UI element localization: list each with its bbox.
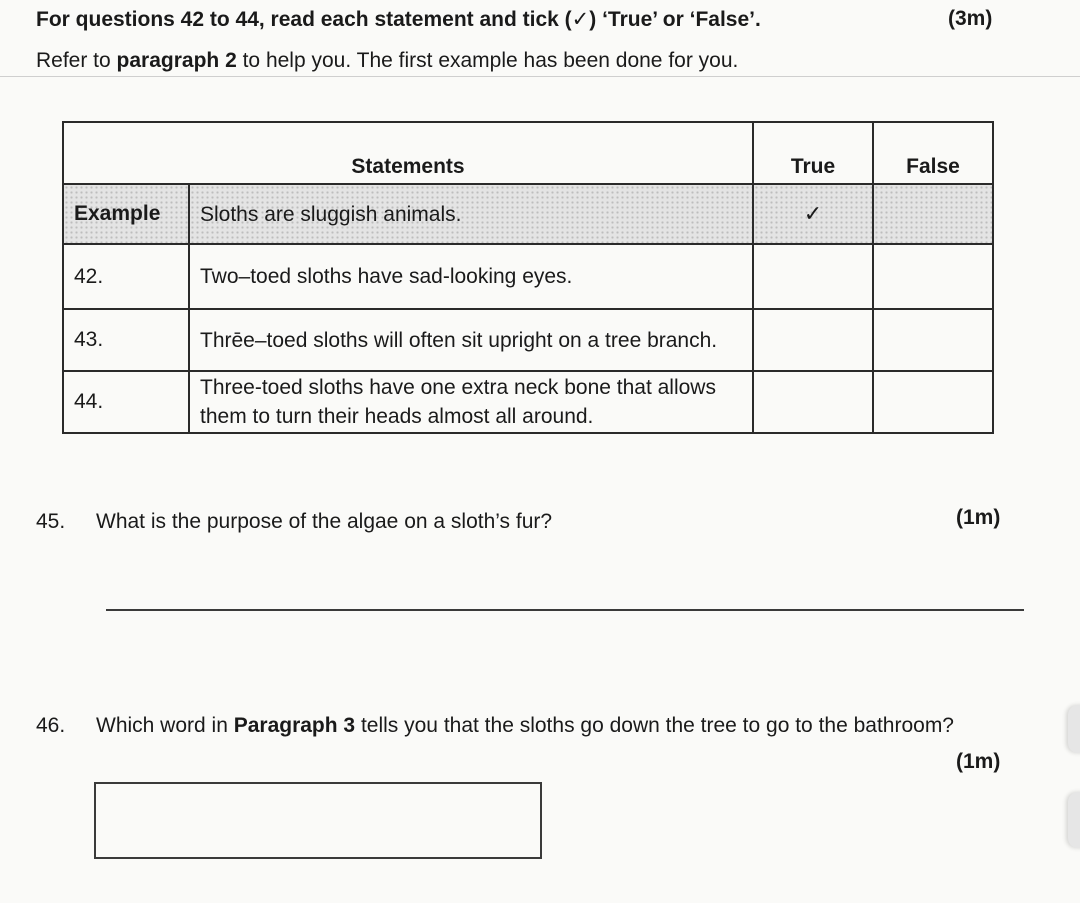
table-row-43 xyxy=(63,309,993,371)
false-tick-cell xyxy=(873,184,993,244)
false-answer-cell[interactable] xyxy=(873,371,993,433)
instruction-line-1: For questions 42 to 44, read each statement and tick (✓) ‘True’ or ‘False’. xyxy=(36,8,761,31)
row-number: 43. xyxy=(63,309,189,371)
q45-marks: (1m) xyxy=(956,506,1001,529)
table-row-44 xyxy=(63,371,993,433)
instruction-paragraph-ref: paragraph 2 xyxy=(116,49,237,72)
page-edge-curl xyxy=(1068,705,1080,753)
q46-number: 46. xyxy=(36,714,66,737)
page-edge-curl xyxy=(1068,792,1080,848)
instruction-line-2-start: Refer to xyxy=(36,49,117,72)
statement-cell: Thrēe–toed sloths will often sit upright on a tree branch. xyxy=(189,309,753,371)
row-number: Example xyxy=(63,184,189,244)
true-answer-cell[interactable] xyxy=(753,244,873,309)
header-divider xyxy=(0,76,1080,77)
instruction-line-2-end: to help you. The first example has been done for you. xyxy=(236,49,739,72)
q45-number: 45. xyxy=(36,510,66,533)
true-answer-cell[interactable] xyxy=(753,309,873,371)
table-header-row xyxy=(63,122,993,184)
q46-text xyxy=(96,714,954,738)
false-answer-cell[interactable] xyxy=(873,309,993,371)
table-row-42 xyxy=(63,244,993,309)
true-false-table xyxy=(62,121,994,434)
statements-header: Statements xyxy=(63,122,753,184)
instruction-line-2 xyxy=(36,49,738,73)
statement-cell: Sloths are sluggish animals. xyxy=(189,184,753,244)
q42-44-marks: (3m) xyxy=(948,7,993,30)
row-number: 44. xyxy=(63,371,189,433)
false-header: False xyxy=(873,122,993,184)
false-answer-cell[interactable] xyxy=(873,244,993,309)
q46-answer-box[interactable] xyxy=(94,782,542,859)
q46-text-end: tells you that the sloths go down the tree to go to the bathroom? xyxy=(355,714,954,737)
true-tick-cell: ✓ xyxy=(753,184,873,244)
q45-answer-line[interactable] xyxy=(106,609,1024,611)
q45-text: What is the purpose of the algae on a sloth’s fur? xyxy=(96,510,553,533)
statement-cell: Two–toed sloths have sad-looking eyes. xyxy=(189,244,753,309)
row-number: 42. xyxy=(63,244,189,309)
q46-marks: (1m) xyxy=(956,750,1001,773)
statement-cell: Three-toed sloths have one extra neck bone that allows them to turn their heads almost all around. xyxy=(189,371,753,433)
table-row-example xyxy=(63,184,993,244)
true-header: True xyxy=(753,122,873,184)
q46-paragraph-ref: Paragraph 3 xyxy=(233,714,356,737)
q46-text-start: Which word in xyxy=(96,714,234,737)
true-answer-cell[interactable] xyxy=(753,371,873,433)
